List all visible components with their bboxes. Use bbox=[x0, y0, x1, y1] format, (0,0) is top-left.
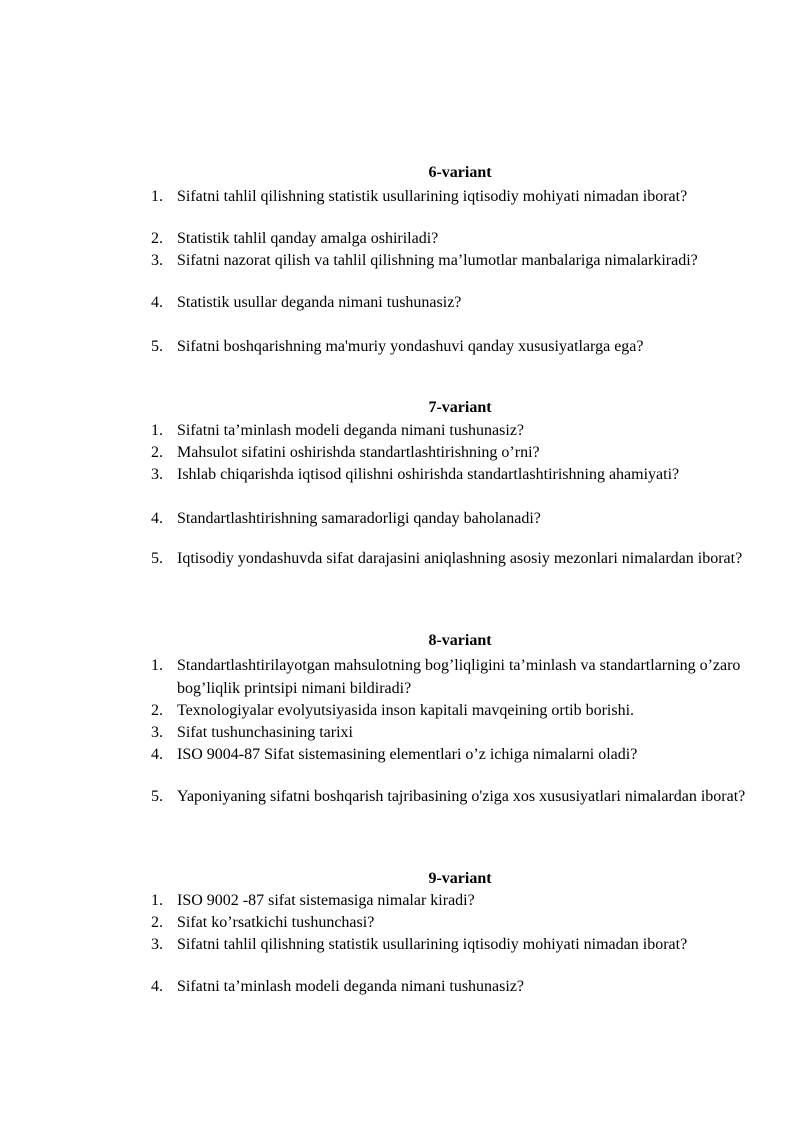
item-number: 3. bbox=[151, 252, 163, 269]
item-number: 2. bbox=[151, 444, 163, 461]
item-text: Sifatni ta’minlash modeli deganda nimani tushunasiz? bbox=[177, 422, 525, 439]
item-number: 5. bbox=[151, 788, 163, 805]
item-number: 4. bbox=[151, 294, 163, 311]
item-number: 5. bbox=[151, 338, 163, 355]
item-number: 2. bbox=[151, 914, 163, 931]
variant-title: 6-variant bbox=[428, 164, 492, 181]
item-text: Sifatni tahlil qilishning statistik usullarining iqtisodiy mohiyati nimadan iborat? bbox=[177, 936, 688, 953]
item-number: 1. bbox=[151, 188, 163, 205]
item-number: 5. bbox=[151, 550, 163, 567]
item-text: Mahsulot sifatini oshirishda standartlashtirishning o’rni? bbox=[177, 444, 540, 461]
item-text: Statistik tahlil qanday amalga oshiriladi? bbox=[177, 230, 439, 247]
item-text: ISO 9004-87 Sifat sistemasining elementlari o’z ichiga nimalarni oladi? bbox=[177, 746, 638, 763]
item-text: ISO 9002 -87 sifat sistemasiga nimalar kiradi? bbox=[177, 892, 475, 909]
item-text: Sifatni ta’minlash modeli deganda nimani tushunasiz? bbox=[177, 978, 525, 995]
item-text: Iqtisodiy yondashuvda sifat darajasini aniqlashning asosiy mezonlari nimalardan iborat? bbox=[177, 550, 743, 567]
item-number: 4. bbox=[151, 978, 163, 995]
variant-title: 9-variant bbox=[428, 870, 492, 887]
item-text: Sifat ko’rsatkichi tushunchasi? bbox=[177, 914, 375, 931]
item-number: 4. bbox=[151, 510, 163, 527]
item-number: 2. bbox=[151, 230, 163, 247]
variant-title: 8-variant bbox=[428, 632, 492, 649]
item-text: Standartlashtirishning samaradorligi qanday baholanadi? bbox=[177, 510, 541, 527]
item-number: 3. bbox=[151, 724, 163, 741]
item-number: 2. bbox=[151, 702, 163, 719]
item-text: Ishlab chiqarishda iqtisod qilishni oshirishda standartlashtirishning ahamiyati? bbox=[177, 466, 680, 483]
item-number: 3. bbox=[151, 466, 163, 483]
item-number: 1. bbox=[151, 657, 163, 674]
item-text: Sifatni nazorat qilish va tahlil qilishning ma’lumotlar manbalariga nimalarkiradi? bbox=[177, 252, 698, 269]
item-number: 3. bbox=[151, 936, 163, 953]
item-number: 4. bbox=[151, 746, 163, 763]
item-text: Standartlashtirilayotgan mahsulotning bog’liqligini ta’minlash va standartlarning o’zaro bog’liqlik printsipi nimani bildiradi? bbox=[177, 657, 741, 697]
item-number: 1. bbox=[151, 892, 163, 909]
item-text: Statistik usullar deganda nimani tushunasiz? bbox=[177, 294, 462, 311]
variant-title: 7-variant bbox=[428, 399, 492, 416]
item-text: Sifat tushunchasining tarixi bbox=[177, 724, 353, 741]
item-text: Yaponiyaning sifatni boshqarish tajribasining o'ziga xos xususiyatlari nimalardan iborat? bbox=[177, 788, 746, 805]
item-text: Sifatni tahlil qilishning statistik usullarining iqtisodiy mohiyati nimadan iborat? bbox=[177, 188, 688, 205]
item-text: Sifatni boshqarishning ma'muriy yondashuvi qanday xususiyatlarga ega? bbox=[177, 338, 644, 355]
item-text: Texnologiyalar evolyutsiyasida inson kapitali mavqeining ortib borishi. bbox=[177, 702, 635, 719]
item-number: 1. bbox=[151, 422, 163, 439]
